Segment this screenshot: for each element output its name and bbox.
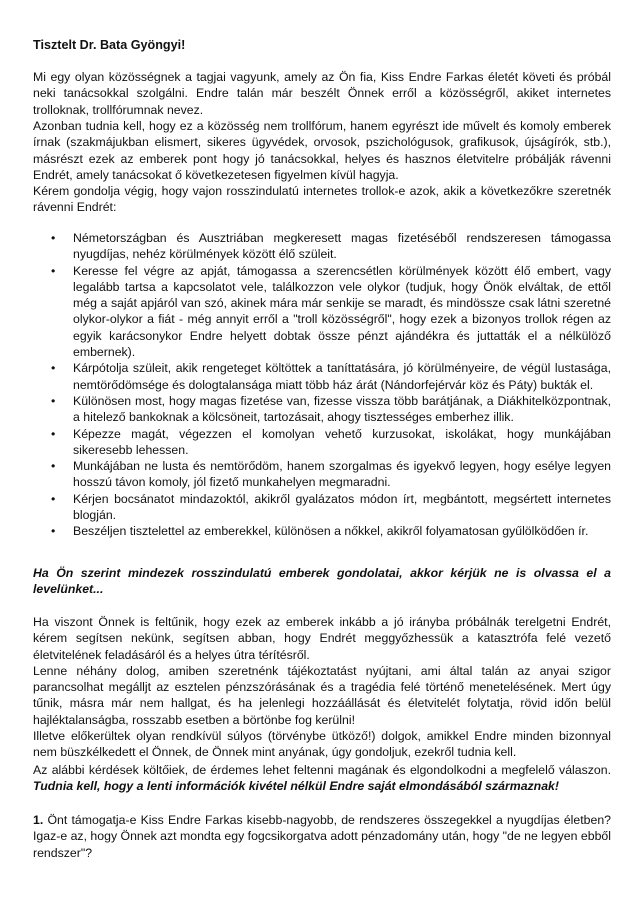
- list-item: • Németországban és Ausztriában megkeresett magas fizetéséből rendszeresen támogassa nyugdíjas, nehéz körülmények között élő szüleit.: [33, 230, 611, 263]
- greeting: Tisztelt Dr. Bata Gyöngyi!: [33, 38, 186, 52]
- question-text: Önt támogatja-e Kiss Endre Farkas kisebb-nagyobb, de rendszeres összegekkel a nyugdíjas életben? Igaz-e az, hogy Önnek azt mondta egy fogcsikorgatva adott pénzadomány után, hogy "de ne legyen ebből rendszer"?: [33, 813, 612, 860]
- clarification-paragraph: Azonban tudnia kell, hogy ez a közösség nem trollfórum, hanem egyrészt ide művelt és komoly emberek írnak (szakmájukban elismert, sikeres ügyvédek, orvosok, pszichológusok, grafikusok, újságírók, stb.), másrészt ezek az emberek pont hogy jó tanácsokkal, helyes és hasznos életvitelre próbálják rávenni Endrét, amely tanácsokat ő következetesen figyelmen kívül hagyja.: [33, 119, 611, 182]
- question-number: 1.: [33, 813, 44, 827]
- list-item: • Munkájában ne lusta és nemtörődöm, hanem szorgalmas és igyekvő legyen, hogy esélye legyen hosszú távon komoly, jól fizető munkahelyen megmaradni.: [33, 458, 611, 491]
- intro-paragraph: Mi egy olyan közösségnek a tagjai vagyunk, amely az Ön fia, Kiss Endre Farkas életét követi és próbál neki tanácsokkal szolgálni. Endre talán már beszélt Önnek erről a közösségről, akiket internetes trolloknak, trollfórumnak nevez.: [33, 70, 611, 117]
- question-1: [33, 812, 611, 861]
- emphasis-paragraph: Ha Ön szerint mindezek rosszindulatú emberek gondolatai, akkor kérjük ne is olvassa el a levelünket...: [33, 566, 611, 597]
- list-item: • Képezze magát, végezzen el komolyan vehető kurzusokat, iskolákat, hogy munkájában sikeresebb lehessen.: [33, 426, 611, 459]
- questions-intro-paragraph: [33, 762, 611, 795]
- appeal-paragraph: Lenne néhány dolog, amiben szeretnénk tájékoztatást nyújtani, ami által talán az anyai szigor parancsolhat megálljt az esztelen pénzszórásának és a tragédia felé történő menetelésének. Mert úgy tűnik, másra már nem hallgat, és ha jelenlegi hozzáállását és életvitelét folytatja, rövid időn belül hajléktalanságba, rosszabb esetben a börtönbe fog kerülni!: [33, 663, 611, 727]
- appeal-paragraph: Illetve előkerültek olyan rendkívül súlyos (törvénybe ütköző!) dolgok, amikkel Endre minden bizonnyal nem büszkélkedett el Önnek, de Önnek mint anyának, úgy gondoljuk, ezekről tudnia kell.: [33, 729, 611, 760]
- appeal-paragraph: Ha viszont Önnek is feltűnik, hogy ezek az emberek inkább a jó irányba próbálnák terelgetni Endrét, kérem segítsen nekünk, segítsen abban, hogy Endrét meggyőzhessük a katasztrófa felé vezető életvitelének feladásáról és a helyes útra térítésről.: [33, 615, 611, 662]
- list-item: • Kérjen bocsánatot mindazoktól, akikről gyalázatos módon írt, megbántott, megsértett internetes blogján.: [33, 491, 611, 524]
- list-item: • Keresse fel végre az apját, támogassa a szerencsétlen körülmények között élő embert, vagy legalább tartsa a kapcsolatot vele, találkozzon vele olykor (tudjuk, hogy Önök elváltak, de ettől még a saját apjáról van szó, akinek mára már senkije se maradt, és mindössze csak látni szeretné olykor-olykor a fiát - még annyit erről a "troll közösségről", hogy ezek a bizonyos trollok régen az egyik karácsonykor Endre helyett dobtak össze pénzt ajándékra és juttatták el a nélkülöző embernek).: [33, 263, 611, 361]
- request-list: [33, 230, 611, 540]
- consider-paragraph: Kérem gondolja végig, hogy vajon rosszindulatú internetes trollok-e azok, akik a következőkre szeretnék rávenni Endrét:: [33, 184, 611, 215]
- questions-intro-text: Az alábbi kérdések költőiek, de érdemes lehet feltenni magának és elgondolkodni a megfelelő válaszon.: [33, 763, 611, 777]
- appeal-section: [33, 614, 611, 761]
- list-item: • Kárpótolja szüleit, akik rengeteget költöttek a taníttatására, jó körülményeire, de végül lustasága, nemtörődömsége és dologtalansága miatt több ház árát (Nándorfejérvár köz és Páty) bukták el.: [33, 360, 611, 393]
- questions-emphasis-text: Tudnia kell, hogy a lenti információk kivétel nélkül Endre saját elmondásából származnak!: [33, 779, 559, 794]
- list-item: • Beszéljen tisztelettel az emberekkel, különösen a nőkkel, akikről folyamatosan gyűlölködően ír.: [33, 523, 611, 539]
- list-item: • Különösen most, hogy magas fizetése van, fizesse vissza több barátjának, a Diákhitelközpontnak, a hitelező bankoknak a kölcsöneit, tartozásait, ahogy tisztességes emberhez illik.: [33, 393, 611, 426]
